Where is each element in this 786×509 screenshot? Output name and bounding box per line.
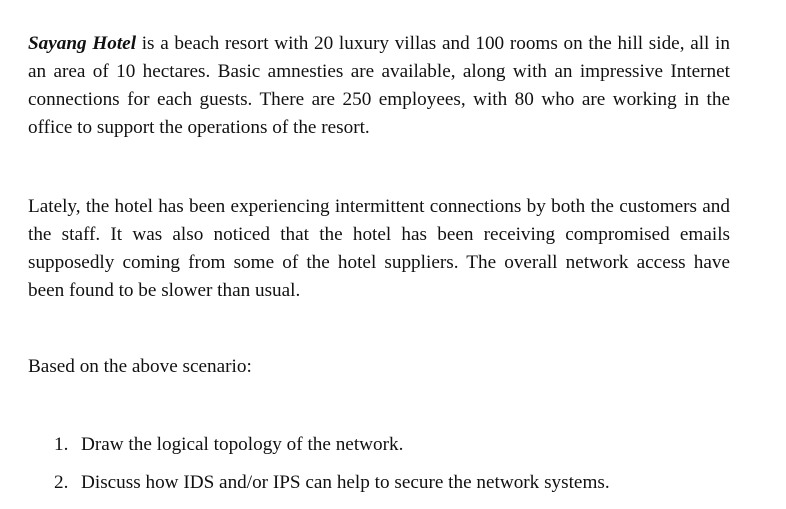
scenario-prompt: Based on the above scenario:: [28, 356, 252, 377]
question-list: [28, 428, 758, 504]
question-text: Draw the logical topology of the network.: [81, 434, 404, 455]
question-item: [28, 428, 758, 466]
question-item: [28, 466, 758, 504]
intro-text: is a beach resort with 20 luxury villas and 100 rooms on the hill side, all in an area of 10 hectares. Basic amnesties are available, along with an impressive Internet connections for each guests. There are 250 employees, with 80 who are working in the office to support the operations of the resort.: [28, 33, 730, 138]
question-number: 2.: [54, 472, 69, 493]
hotel-name: Sayang Hotel: [28, 33, 137, 54]
intro-paragraph: [28, 30, 730, 142]
problem-paragraph: Lately, the hotel has been experiencing intermittent connections by both the customers and the staff. It was also noticed that the hotel has been receiving compromised emails supposedly coming from some of the hotel suppliers. The overall network access have been found to be slower than usual.: [28, 196, 730, 301]
question-number: 1.: [54, 434, 69, 455]
question-text: Discuss how IDS and/or IPS can help to secure the network systems.: [81, 472, 610, 493]
